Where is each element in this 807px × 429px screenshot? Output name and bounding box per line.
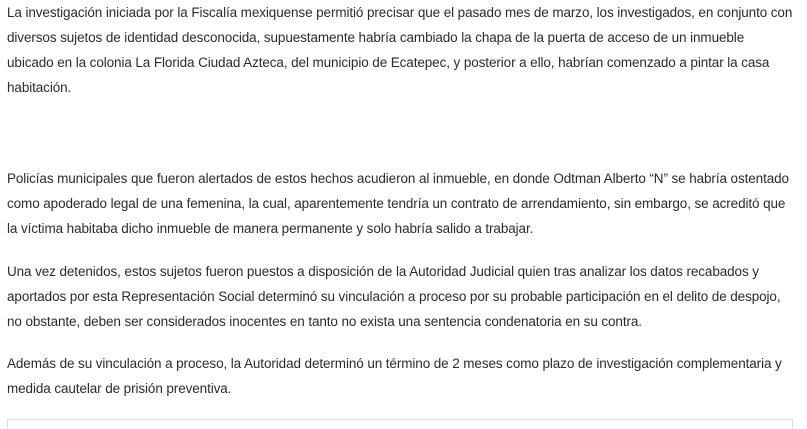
article-paragraph-1: La investigación iniciada por la Fiscalía mexiquense permitió precisar que el pasado mes de marzo, los investigados, en conjunto con diversos sujetos de identidad desconocida, supuestamente habría cambiado la chapa de la puerta de acceso de un inmueble ubicado en la colonia La Florida Ciudad Azteca, del municipio de Ecatepec, y posterior a ello, habrían comenzado a pintar la casa habitación.: [7, 5, 793, 95]
embedded-content-box: [7, 419, 793, 429]
article-paragraph-3: Una vez detenidos, estos sujetos fueron puestos a disposición de la Autoridad Judicial quien tras analizar los datos recabados y aportados por esta Representación Social determinó su vinculación a proceso por su probable participación en el delito de despojo, no obstante, deben ser considerados inocentes en tanto no exista una sentencia condenatoria en su contra.: [7, 264, 781, 329]
article-paragraph-4: Además de su vinculación a proceso, la Autoridad determinó un término de 2 meses como plazo de investigación complementaria y medida cautelar de prisión preventiva.: [7, 356, 782, 396]
article-paragraph-2: Policías municipales que fueron alertados de estos hechos acudieron al inmueble, en donde Odtman Alberto “N” se habría ostentado como apoderado legal de una femenina, la cual, aparentemente tendría un contrato de arrendamiento, sin embargo, se acreditó que la víctima habitaba dicho inmueble de manera permanente y solo habría salido a trabajar.: [7, 171, 789, 236]
